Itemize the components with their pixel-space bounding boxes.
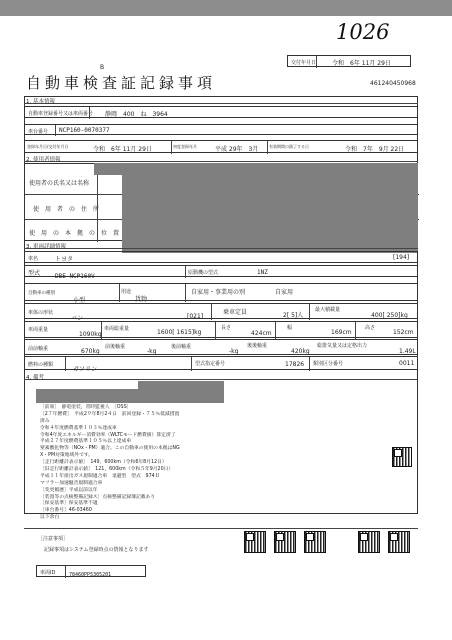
qr-code [388,531,410,553]
shape-value: バン [71,315,84,322]
issue-date-label: 交付年月日 [291,60,317,66]
inspect-date-value: 令和 6年 11月 29日 [93,146,152,153]
redaction-block [36,389,142,403]
max-load-value: 400[ 250]kg [371,312,408,319]
max-load-label: 最大積載量 [315,307,341,313]
remark-line: マフラー加速騒音規制適合車 [40,480,103,486]
issue-date-value: 令和 6年 11月 29日 [332,60,391,67]
shape-label: 車体の形状 [28,310,54,316]
remark-line: ［変更履歴］平成以前以年 [40,487,98,493]
section-user-info-heading: 2. 使用者情報 [24,155,418,162]
maker-row [24,251,418,263]
section-vehicle-details-heading: 3. 車両詳細情報 [24,242,418,249]
capacity-label: 乗車定員 [223,309,248,316]
handwritten-number: 1026 [336,20,390,44]
category-value: 0011 [399,360,415,367]
note-text: 記録事項はシステム登録時点の情報となります [44,547,149,553]
remark-line: ［保安基準］保安基準不適 [40,501,98,507]
user-address-label: 使 用 者 の 住 所 [33,206,100,213]
remark-line: 令和４年度燃費基準１０３％達成車 [40,425,117,431]
remark-line: 平成１１年排出ガス規制適合車 退避型 型式 974Ｂ [40,473,160,479]
weight-value: 1090kg [79,331,102,338]
kind-label: 自動車の種別 [28,291,55,296]
remarks-list [40,405,280,522]
displacement-value: 1.49L [399,348,416,355]
qr-code [304,531,326,553]
remark-line: 令和4年度エネルギー消費効率（WLTCモード燃費値）算定済了 [40,432,176,438]
gross-weight-label: 車両総重量 [104,326,130,332]
engine-value: 1NZ [257,269,268,276]
rear-front-axle-value: -kg [229,348,239,355]
remark-line: ［装置等の点検整備記録ス］点検整備記録簿記載あり [40,494,156,500]
qr-code [358,531,380,553]
remark-line: ［2７年燃費］ 平成2９年8月2４日 前回登録・７５％低減措置 [40,411,180,417]
remark-line: 平成２７年度燃費基準１０５％以上達成車 [40,439,132,445]
rear-axle-label: 後後軸重 [247,343,268,349]
capacity-value: 2[ 5]人 [283,312,304,319]
vehicle-id-value: 78460PP5305201 [69,572,112,578]
width-label: 幅 [287,325,293,331]
redaction-block [94,163,418,175]
issue-date-box [287,55,411,67]
gross-weight-value: 1600[ 1615]kg [157,329,202,336]
kind-row [24,283,418,304]
dimensions-row [24,321,418,338]
remark-line: ［走行距離計表示値］ 149，600km（令和6年8月12日） [40,460,167,466]
maker-code: [194] [393,254,410,261]
width-value: 169cm [331,329,352,336]
first-registration-label: 初度登録年月 [173,144,197,149]
category-label: 類別区分番号 [313,361,344,367]
model-value: DBE-NCP160V [55,273,95,280]
use-value: 貨物 [135,296,148,303]
dates-row [24,140,418,153]
document-serial: 461240450968 [370,80,416,87]
private-label: 自家用・事業用の別 [191,289,246,296]
rear-front-axle-label: 後前軸重 [171,344,192,350]
remark-line: 以下余白 [40,515,60,521]
registration-label: 自動車登録番号又は車両番号 [28,111,94,117]
qr-code [274,531,296,553]
section-basic-info-heading: 1. 基本情報 [24,97,418,104]
vehicle-id-label: 車両ID [40,570,56,576]
expiry-value: 令和 7年 9月 22日 [345,146,405,153]
maker-value: トヨタ [55,256,74,263]
maker-label: 車名 [28,256,39,262]
fuel-label: 燃料の種類 [28,362,54,368]
engine-label: 原動機の型式 [188,270,219,276]
type-number-value: 17826 [285,361,305,368]
shape-row [24,303,418,322]
vin-label: 車台番号 [28,129,49,135]
front-rear-axle-value: -kg [147,348,157,355]
remark-line: 済み [40,418,50,424]
qr-code [244,531,266,553]
letter-b: B [100,64,105,71]
length-label: 長さ [221,325,232,331]
model-row [24,265,418,280]
private-value: 自家用 [275,289,294,296]
base-location-label: 使 用 の 本 拠 の 位 置 [29,230,120,237]
vehicle-id-box [36,565,146,577]
remark-line: 窒素酸化物等（NOx・PM）適合。この自動車の使用の本拠はNG [40,446,180,452]
shape-code: [021] [187,313,204,320]
front-axle-label: 前前軸重 [28,346,49,352]
front-axle-value: 670kg [81,348,100,355]
kind-value: 小型 [73,297,86,304]
type-number-label: 型式指定番号 [195,361,226,367]
vin-row [24,124,418,135]
registration-value: 静岡 400 ね 3964 [105,111,168,118]
length-value: 424cm [251,330,272,337]
user-name-label: 使用者の氏名又は名称 [29,180,90,187]
axle-row [24,339,418,355]
section-remarks-heading: 4. 備考 [24,373,418,380]
model-label: 型式 [28,270,41,277]
rear-axle-value: 420kg [291,348,310,355]
inspect-date-label: 登録年月日/交付年月日 [27,144,69,149]
qr-code [392,447,412,467]
remark-line: X・PM対策地域外です。 [40,453,94,459]
note-label: ［注意事項］ [38,536,69,542]
fuel-value: ガソリン [73,366,98,373]
vin-value: NCP160-0070377 [59,127,110,134]
remark-line: ［旧走行距離計表示値］ 121，600km（令和５年9月20日） [40,467,174,473]
displacement-label: 総排気量又は定格出力 [317,343,368,349]
use-label: 用途 [121,289,132,295]
redaction-block [138,381,224,403]
fuel-row [24,356,418,373]
remark-line: ［車台番号］46-03460 [40,508,92,514]
weight-label: 車両重量 [28,327,49,333]
expiry-label: 有効期間の満了する日 [269,144,309,149]
first-registration-value: 平成 29年 3月 [215,146,259,153]
front-rear-axle-label: 前後軸重 [105,344,126,350]
height-label: 高さ [365,325,376,331]
page-title: 自動車検査証記録事項 [26,74,217,92]
scan-top-border [0,0,452,16]
remark-line: ［前席］ 静電塗装，常時監視人 ［OSS］ [40,405,132,410]
registration-row [24,106,418,118]
height-value: 152cm [393,329,414,336]
